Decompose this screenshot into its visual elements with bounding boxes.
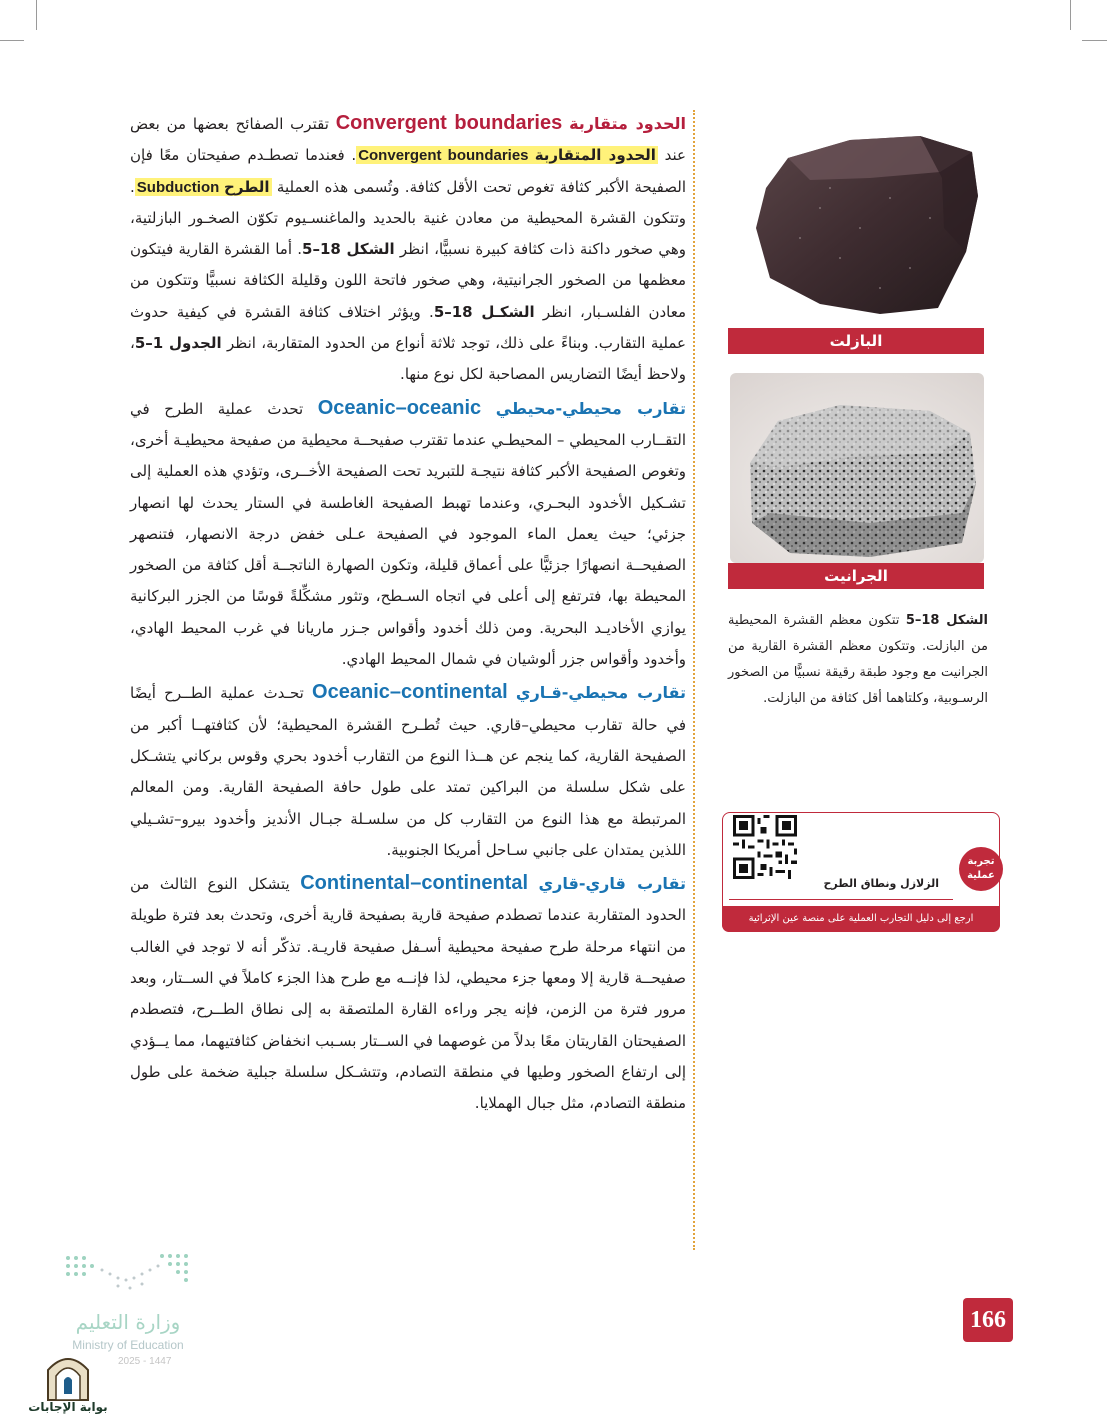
section-heading-ar: تقارب محيطي-محيطي (495, 398, 686, 418)
section-heading-en: Continental–continental (300, 872, 529, 895)
section-heading-en: Convergent boundaries (335, 112, 563, 134)
paragraph-text: تحدث عملية الطرح في التقــارب المحيطي – المحيطـي عندما تقترب صفيحــة محيطية من صفيحة محيطيـة أخرى، وتغوص الصفيحة الأكبر كثافة نتيجـة للتبريد تحت الصفيحة الأخــرى، وتؤدي هذه العملية إلى تشـكيل الأخدود البحـري، وعندما تهبط الصفيحة الغاطسة في الستار يحدث لها انصهار جزئي؛ حيث يعمل الماء الموجود في الصفيحة عـلى خفض درجة الانصهار، فتنصهر الصفيحــة انصهارًا جزئيًّا على أعماق قليلة، وتكون الصهارة الناتجــة أقل كثافة من الصخور المحيطة بها، فترتفع إلى أعلى في اتجاه السـطح، وتثور مشكِّلةً قوسًا من الجزر البركانية يوازي الأخاديـد البحرية. ومن ذلك أخدود وأقواس جـزر ماريانا في غرب المحيط الهادي، وأخدود وأقواس جزر ألوشيان في شمال المحيط الهادي. (130, 399, 686, 669)
basalt-image (730, 118, 984, 326)
ministry-year: 2025 - 1447 (118, 1356, 172, 1367)
section-heading-ar: تقارب محيطي-قـاري (515, 683, 686, 703)
main-text-column (130, 108, 686, 1122)
lab-badge: تجربة عملية (959, 847, 1003, 891)
lab-title[interactable]: الزلازل ونطاق الطرح (823, 877, 939, 890)
paragraph-text: . فعندما تصطـدم صفيحتان معًا فإن الصفيحة الأكبر كثافة تغوص تحت الأقل كثافة. وتُسمى هذه العملية (130, 146, 687, 196)
lab-footer: ارجع إلى دليل التجارب العملية على منصة عين الإثرائية (722, 906, 1000, 932)
crop-rule-right (1082, 40, 1107, 41)
figure-reference[interactable]: الشكل 18–5 (302, 240, 395, 259)
section-convergent-boundaries (130, 108, 686, 391)
figure-caption (728, 608, 988, 712)
crop-mark-left (36, 0, 37, 30)
term-ar: الطرح (224, 177, 270, 196)
gate-icon (28, 1350, 108, 1402)
paragraph-text: . أما القشرة القارية فيتكون معظمها من الصخور الجرانيتية، وهي صخور فاتحة اللون وقليلة الكثافة نسبيًّا وتتكون من معادن الفلسـبار، انظر (130, 240, 687, 321)
ministry-name-ar: وزارة التعليم (75, 1310, 181, 1334)
section-oceanic-oceanic (130, 393, 686, 676)
caption-text: تتكون معظم القشرة المحيطية من البازلت. وتتكون معظم القشرة القارية من الجرانيت مع وجود طبقة رقيقة نسبيًّا من الصخور الرسـوبية، وكلتاهما أقل كثافة من البازلت. (728, 613, 988, 706)
highlight-term (135, 178, 272, 196)
column-divider (693, 110, 695, 1250)
paragraph-text: يتشكل النوع الثالث من الحدود المتقاربة عندما تصطدم صفيحة قارية بصفيحة قارية أخرى، وتحدث بعد فترة طويلة من انتهاء مرحلة طرح صفيحة محيطية أسـفل صفيحة قاريـة. تذكّر أنه لا توجد في الغالب صفيحــة قارية إلا ومعها جزء محيطي، لذا فإنــه مع طرح هذا الجزء كاملاً في الســتار، وبعد مرور فترة من الزمن، فإنه يجر وراءه القارة الملتصقة به إلى نطاق الطــرح، فتصطدم الصفيحتان القاريتان معًا بدلاً من غوصهما في الســتار بسـبب انخفاض كثافتيهما، مما يــؤدي إلى ارتفاع الصخور وطيها في منطقة التصادم، وتتشـكل سلسلة جبلية ضخمة على طول منطقة التصادم، مثل جبال الهملايا. (130, 875, 686, 1113)
highlight-term (356, 146, 658, 164)
table-reference[interactable]: الجدول 1–5 (134, 334, 222, 353)
term-en: Subduction (136, 178, 225, 196)
figure-reference[interactable]: الشكـل 18–5 (433, 302, 535, 321)
paragraph-text: تقترب الصفائح بعضها من بعض عند (130, 115, 687, 165)
paragraph-text: . وتتكون القشرة المحيطية من معادن غنية بالحديد والماغنسـيوم تكوّن الصخـور البازلتية، وهي صخور داكنة ذات كثافة كبيرة نسبيًّا، انظر (130, 177, 686, 259)
answers-gate-logo[interactable] (28, 1350, 108, 1422)
basalt-label: البازلت (728, 328, 984, 354)
page-number: 166 (963, 1298, 1013, 1342)
section-continental-continental (130, 868, 686, 1119)
crop-rule-left (0, 40, 24, 41)
section-heading-ar: الحدود متقاربة (569, 114, 686, 133)
section-heading-en: Oceanic–continental (312, 681, 508, 704)
term-ar: الحدود المتقاربة (534, 146, 656, 165)
lab-divider (729, 899, 953, 900)
caption-figure-number: الشكل 18–5 (905, 613, 988, 628)
paragraph-text: ، ولاحظ أيضًا التضاريس المصاحبة لكل نوع منها. (130, 334, 686, 384)
section-heading-en: Oceanic–oceanic (317, 396, 482, 419)
crop-mark-right (1070, 0, 1071, 30)
granite-label: الجرانيت (728, 563, 984, 589)
qr-code-icon[interactable] (733, 815, 797, 879)
granite-image (730, 373, 984, 563)
term-en: Convergent boundaries (358, 147, 535, 165)
section-oceanic-continental (130, 677, 686, 866)
ministry-name-en: Ministry of Education (72, 1338, 184, 1352)
ministry-dots-icon (58, 1250, 198, 1300)
practical-lab-box[interactable] (722, 812, 1000, 932)
site-name: بوابة الإجابات (28, 1400, 108, 1414)
section-heading-ar: تقارب قاري-قاري (538, 874, 686, 894)
paragraph-text: . ويؤثر اختلاف كثافة القشرة في كيفية حدوث عملية التقارب. وبناءً على ذلك، توجد ثلاثة أنواع من الحدود المتقاربة، انظر (130, 302, 686, 353)
paragraph-text: تحـدث عملية الطــرح أيضًا في حالة تقارب محيطي–قاري. حيث تُطـرح القشرة المحيطية؛ لأن كثافتهــا أكبر من الصفيحة القارية، كما ينجم عن هــذا النوع من التقارب أخدود بحري وقوس بركاني يتشـكل على شكل سلسلة من البراكين تمتد على طول حافة الصفيحة القارية. ومن المعالم المرتبطة مع هذا النوع من التقارب كل من سلسـلة جبـال الأنديز وأخدود بيرو–تشـيلي اللذين يمتدان على جانبي سـاحل أمريكا الجنوبية. (130, 684, 686, 859)
